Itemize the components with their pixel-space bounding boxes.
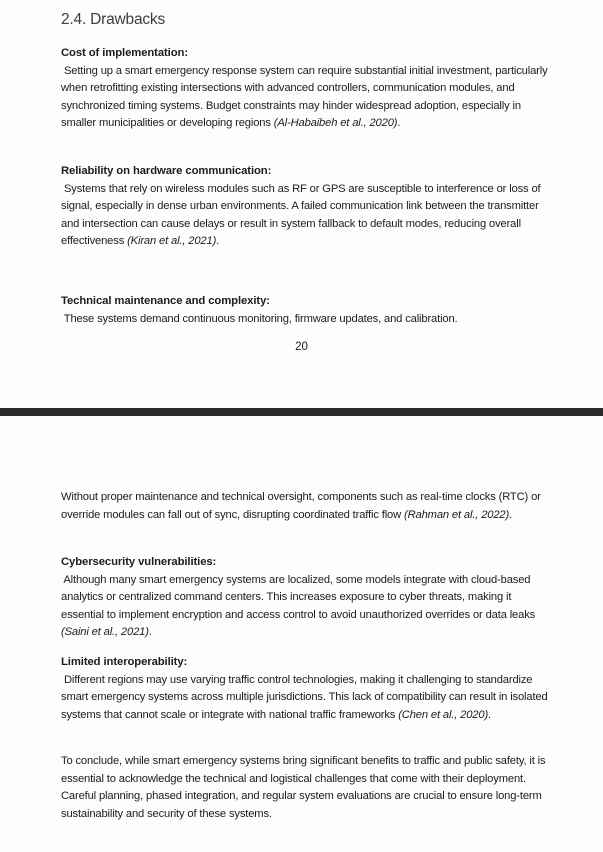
page-number: 20 <box>295 341 308 353</box>
body-text: Different regions may use varying traffic control technologies, making it challenging to standardize smart emergency systems across multiple jurisdictions. This lack of compatibility can result in isolated systems that cannot scale or integrate with national traffic frameworks <box>61 673 548 721</box>
section-interoperability <box>61 654 551 724</box>
conclusion-paragraph <box>61 753 551 823</box>
continuation-paragraph <box>61 489 551 524</box>
body-text: These systems demand continuous monitoring, firmware updates, and calibration. <box>63 312 458 325</box>
body-text: Setting up a smart emergency response system can require substantial initial investment, particularly when retrofitting existing intersections with advanced controllers, communication modules, and synchronized timing systems. Budget constraints may hinder widespread adoption, especially in smaller municipalities or developing regions <box>61 64 548 130</box>
section-title: Reliability on hardware communication: <box>61 165 272 177</box>
section-title: Cost of implementation: <box>61 47 188 59</box>
section-title: Limited interoperability: <box>61 656 188 668</box>
body-text: Although many smart emergency systems are localized, some models integrate with cloud-based analytics or centralized command centers. This increases exposure to cyber threats, making it essential to implement encryption and access control to avoid unauthorized overrides or data leaks <box>61 573 536 621</box>
citation: (Al-Habaibeh et al., 2020) <box>273 117 398 130</box>
period: . <box>148 626 152 639</box>
section-reliability <box>61 163 551 251</box>
section-heading: 2.4. Drawbacks <box>61 11 166 28</box>
body-text: Systems that rely on wireless modules such as RF or GPS are susceptible to interference or loss of signal, especially in dense urban environments. A failed communication link between the transmitter and intersection can cause delays or result in system fallback to default modes, reducing overall effectiveness <box>61 182 541 248</box>
citation: (Rahman et al., 2022) <box>404 508 510 521</box>
conclusion-text: To conclude, while smart emergency systems bring significant benefits to traffic and public safety, it is essential to acknowledge the technical and logistical challenges that come with their deployment. Careful planning, phased integration, and regular system evaluations are crucial to ensure long-term sustainability and security of these systems. <box>61 755 546 820</box>
citation: (Chen et al., 2020) <box>398 708 489 721</box>
section-title: Cybersecurity vulnerabilities: <box>61 556 217 568</box>
period: . <box>216 235 220 248</box>
period: . <box>509 508 513 521</box>
period: . <box>488 708 492 721</box>
section-title: Technical maintenance and complexity: <box>61 295 270 307</box>
citation: (Saini et al., 2021) <box>61 626 149 639</box>
section-body <box>61 489 551 524</box>
section-technical-maintenance <box>61 293 551 328</box>
period: . <box>397 117 401 130</box>
section-body <box>61 311 551 329</box>
section-body <box>61 181 551 251</box>
citation: (Kiran et al., 2021) <box>127 235 217 248</box>
section-body <box>61 672 551 725</box>
section-body <box>61 572 551 642</box>
body-text: Without proper maintenance and technical oversight, components such as real-time clocks (RTC) or override modules can fall out of sync, disrupting coordinated traffic flow <box>61 491 541 521</box>
page-separator <box>0 408 603 416</box>
section-body <box>61 63 551 133</box>
section-cybersecurity <box>61 554 551 642</box>
section-cost-of-implementation <box>61 45 551 133</box>
